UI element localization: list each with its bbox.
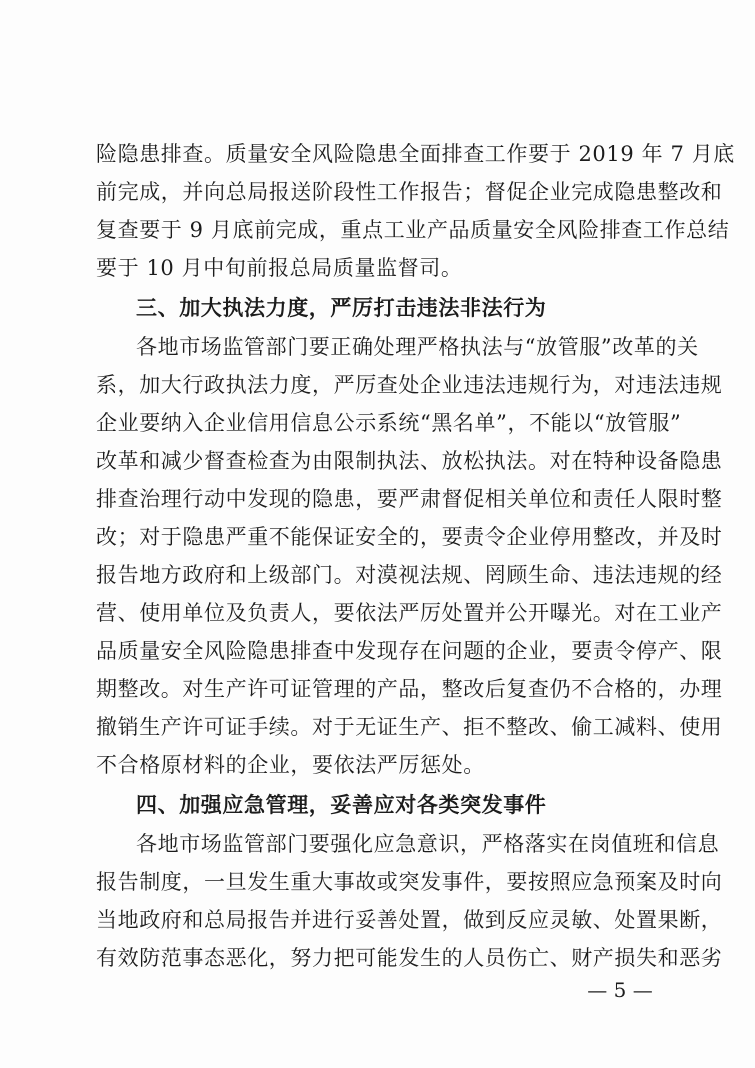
body-text-line: 排查治理行动中发现的隐患，要严肃督促相关单位和责任人限时整 xyxy=(96,487,723,511)
body-text-line: 报告制度，一旦发生重大事故或突发事件，要按照应急预案及时向 xyxy=(96,870,723,894)
body-text-line: 各地市场监管部门要正确处理严格执法与“放管服”改革的关 xyxy=(136,335,699,359)
body-text-line: 撤销生产许可证手续。对于无证生产、拒不整改、偷工减料、使用 xyxy=(96,715,723,739)
body-text-line: 营、使用单位及负责人，要依法严厉处置并公开曝光。对在工业产 xyxy=(96,601,723,625)
section-heading: 三、加大执法力度，严厉打击违法非法行为 xyxy=(136,296,547,320)
section-heading: 四、加强应急管理，妥善应对各类突发事件 xyxy=(136,793,547,817)
body-text-line: 复查要于 9 月底前完成，重点工业产品质量安全风险排查工作总结 xyxy=(96,218,730,242)
body-text-line: 企业要纳入企业信用信息公示系统“黑名单”，不能以“放管服” xyxy=(96,411,682,435)
body-text-line: 要于 10 月中旬前报总局质量监督司。 xyxy=(96,256,463,280)
body-text-line: 险隐患排查。质量安全风险隐患全面排查工作要于 2019 年 7 月底 xyxy=(96,142,735,166)
body-text-line: 报告地方政府和上级部门。对漠视法规、罔顾生命、违法违规的经 xyxy=(96,563,723,587)
body-text-line: 各地市场监管部门要强化应急意识，严格落实在岗值班和信息 xyxy=(136,832,720,856)
body-text-line: 改革和减少督查检查为由限制执法、放松执法。对在特种设备隐患 xyxy=(96,449,723,473)
body-text-line: 不合格原材料的企业，要依法严厉惩处。 xyxy=(96,753,485,777)
body-text-line: 期整改。对生产许可证管理的产品，整改后复查仍不合格的，办理 xyxy=(96,677,723,701)
body-text-line: 品质量安全风险隐患排查中发现存在问题的企业，要责令停产、限 xyxy=(96,639,723,663)
body-text-line: 有效防范事态恶化，努力把可能发生的人员伤亡、财产损失和恶劣 xyxy=(96,946,723,970)
body-text-line: 系，加大行政执法力度，严厉查处企业违法违规行为，对违法违规 xyxy=(96,373,723,397)
page-number: — 5 — xyxy=(587,978,653,1002)
body-text-line: 当地政府和总局报告并进行妥善处置，做到反应灵敏、处置果断， xyxy=(96,908,723,932)
body-text-line: 改；对于隐患严重不能保证安全的，要责令企业停用整改，并及时 xyxy=(96,525,723,549)
body-text-line: 前完成，并向总局报送阶段性工作报告；督促企业完成隐患整改和 xyxy=(96,180,723,204)
